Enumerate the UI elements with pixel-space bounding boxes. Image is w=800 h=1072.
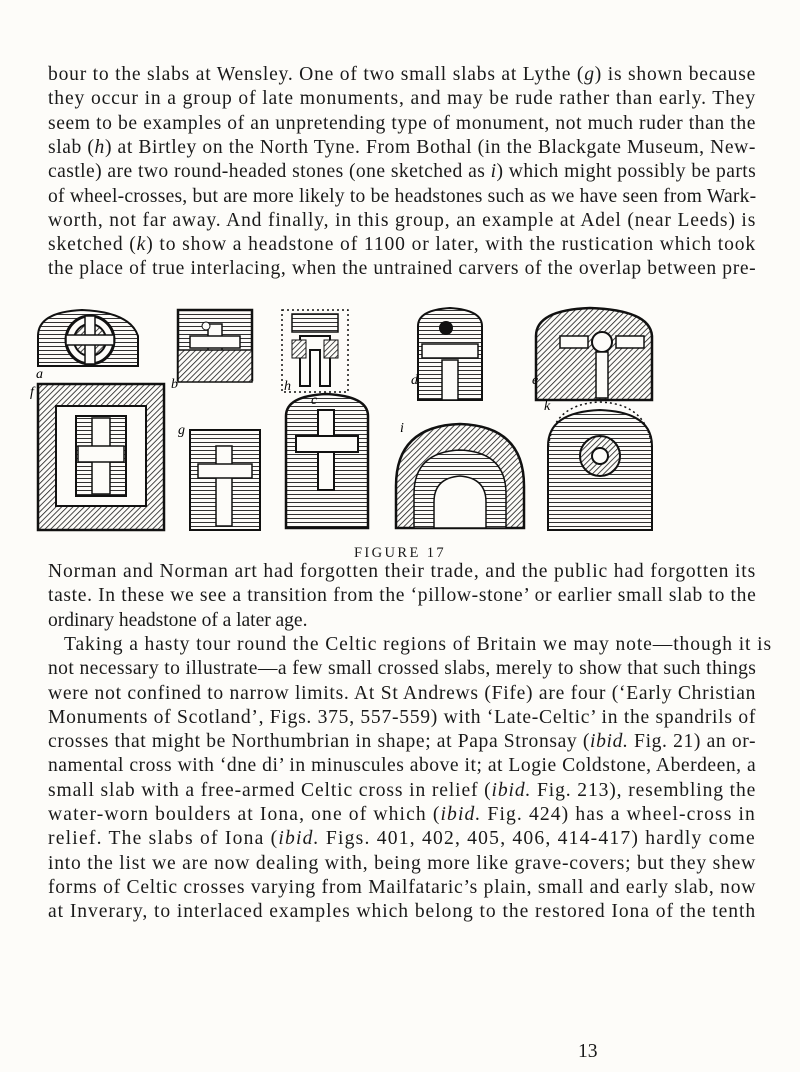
stone-h (286, 394, 368, 528)
text-segment: of wheel-crosses, but are more likely to be headstones such as we have seen from Wark- (48, 185, 757, 207)
italic-text: ibid. (491, 779, 532, 801)
stone-e (536, 308, 652, 400)
text-line (48, 876, 756, 900)
label-e: e (532, 373, 539, 388)
text-line (48, 63, 756, 87)
text-line (48, 87, 756, 111)
text-line (48, 233, 756, 257)
text-segment: ordinary headstone of a later age. (48, 609, 308, 631)
text-segment: Norman and Norman art had forgotten their trade, and the public had forgotten its (48, 561, 757, 582)
stone-k (548, 402, 652, 530)
text-segment: worth, not far away. And finally, in this group, an example at Adel (near Leeds) is (48, 209, 757, 231)
text-line (48, 803, 756, 827)
text-segment: namental cross with ‘dne di’ in minuscules above it; at Logie Coldstone, Aberdeen, a (48, 755, 757, 777)
text-line (48, 900, 756, 924)
page-number: 13 (578, 1041, 598, 1062)
text-line (48, 560, 756, 584)
label-b: b (171, 377, 178, 392)
italic-text: ibid. (590, 731, 629, 753)
text-segment: into the list we are now dealing with, being more like grave-covers; but they shew (48, 852, 757, 874)
italic-text: g (584, 64, 595, 85)
label-h: h (284, 379, 291, 394)
label-c: c (311, 393, 318, 408)
figure-caption: FIGURE 17 (353, 545, 447, 561)
text-line (48, 779, 756, 803)
label-a: a (36, 367, 43, 382)
text-line (48, 136, 756, 160)
text-segment: forms of Celtic crosses varying from Mailfataric’s plain, small and early slab, now (48, 876, 757, 898)
text-segment: not necessary to illustrate—a few small crossed slabs, merely to show that such things (48, 658, 757, 680)
text-line (48, 682, 756, 706)
text-line (48, 257, 756, 281)
stone-f (38, 384, 164, 530)
text-segment: crosses that might be Northumbrian in shape; at Papa Stronsay ( (48, 731, 591, 753)
text-segment: they occur in a group of late monuments, and may be rude rather than early. They (48, 88, 756, 110)
italic-text: h (94, 136, 105, 158)
text-segment: ) at Birtley on the North Tyne. From Bothal (in the Blackgate Museum, New- (104, 136, 757, 158)
text-segment: Fig. 424) has a wheel-cross in (481, 804, 756, 825)
text-segment: seem to be examples of an unpretending type of monument, not much ruder than the (48, 112, 756, 134)
text-segment: Taking a hasty tour round the Celtic regions of Britain we may note—though it is (64, 633, 772, 655)
figure-17-illustration (30, 306, 785, 534)
text-segment: Fig. 213), resembling the (531, 779, 757, 801)
text-segment: sketched ( (48, 234, 137, 256)
italic-text: ibid. (278, 828, 320, 850)
stone-b (178, 310, 252, 382)
text-segment: water-worn boulders at Iona, one of which ( (48, 804, 441, 825)
text-segment: ) to show a headstone of 1100 or later, with the rustication which took (146, 234, 757, 256)
text-segment: Fig. 21) an or- (628, 731, 757, 753)
text-segment: ) is shown because (594, 64, 757, 85)
text-line (48, 584, 756, 608)
text-line (48, 112, 756, 136)
text-line (48, 827, 756, 851)
text-line (48, 754, 756, 778)
text-line (48, 730, 756, 754)
text-line (64, 633, 772, 657)
text-line (48, 160, 756, 184)
text-line (48, 657, 756, 681)
italic-text: k (136, 234, 147, 256)
text-segment: small slab with a free-armed Celtic cross in relief ( (48, 779, 492, 801)
text-segment: were not confined to narrow limits. At St Andrews (Fife) are four (‘Early Christian (48, 682, 757, 704)
italic-text: i (490, 161, 497, 183)
stone-c (282, 310, 348, 392)
label-i: i (400, 421, 404, 436)
text-line (48, 706, 756, 730)
label-g: g (178, 423, 185, 438)
text-segment: taste. In these we see a transition from the ‘pillow-stone’ or earlier small slab to the (48, 585, 757, 607)
text-line (48, 209, 756, 233)
italic-text: ibid. (440, 804, 482, 825)
label-k: k (544, 399, 551, 414)
stone-d (418, 308, 482, 400)
text-line (48, 609, 307, 633)
label-f: f (30, 385, 34, 400)
stone-i (396, 424, 524, 528)
text-segment: the place of true interlacing, when the untrained carvers of the overlap between pre- (48, 258, 757, 280)
stone-g (190, 430, 260, 530)
text-segment: relief. The slabs of Iona ( (48, 828, 279, 850)
text-segment: Monuments of Scotland’, Figs. 375, 557-559) with ‘Late-Celtic’ in the spandrils of (48, 706, 757, 728)
text-line (48, 185, 756, 209)
text-segment: bour to the slabs at Wensley. One of two small slabs at Lythe ( (48, 64, 585, 85)
text-line (48, 852, 756, 876)
stone-a (38, 310, 138, 366)
text-segment: Figs. 401, 402, 405, 406, 414-417) hardly come (319, 828, 756, 850)
label-d: d (411, 373, 418, 388)
text-segment: slab ( (48, 136, 95, 158)
text-segment: castle) are two round-headed stones (one sketched as (48, 161, 491, 183)
text-segment: ) which might possibly be parts (496, 161, 757, 183)
text-segment: at Inverary, to interlaced examples which belong to the restored Iona of the tenth (48, 901, 757, 923)
